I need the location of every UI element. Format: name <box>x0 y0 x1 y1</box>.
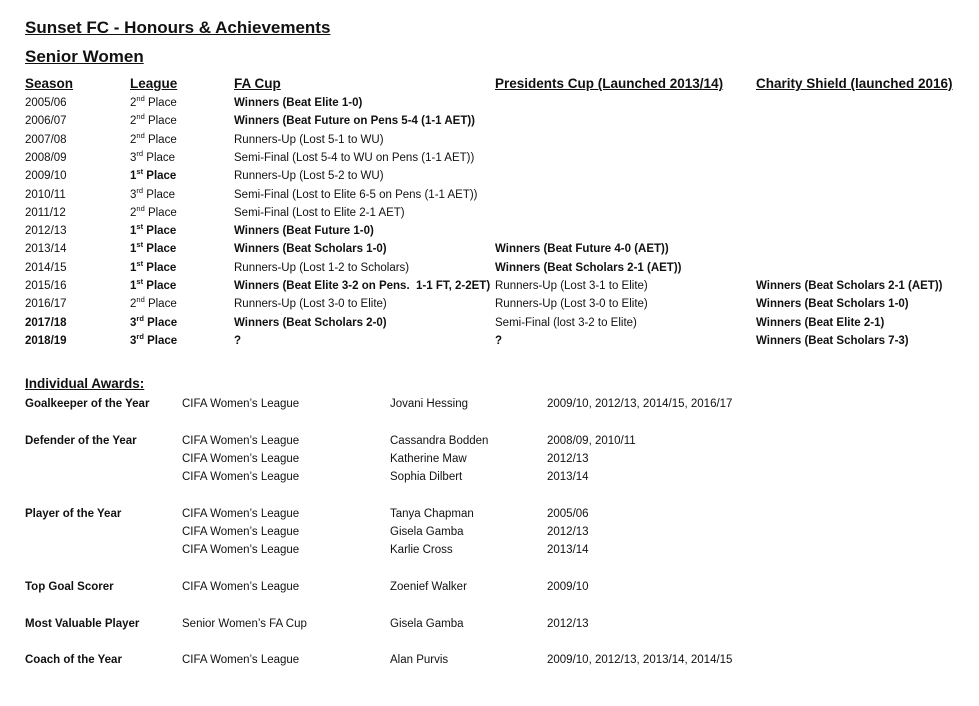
league-position: 3 <box>130 151 137 164</box>
league-position: 1 <box>130 243 137 256</box>
award-name: Top Goal Scorer <box>25 581 114 593</box>
award-player: Zoenief Walker <box>390 581 467 593</box>
award-seasons: 2008/09, 2010/11 <box>547 435 636 447</box>
place-label: Place <box>144 298 177 311</box>
table-row <box>25 167 975 188</box>
place-label: Place <box>143 334 178 347</box>
table-row <box>25 112 975 133</box>
award-player: Gisela Gamba <box>390 618 464 630</box>
table-row <box>25 277 975 298</box>
award-row <box>25 508 975 526</box>
league-position: 1 <box>130 170 137 183</box>
award-competition: CIFA Women’s League <box>182 654 300 666</box>
place-label: Place <box>143 151 176 164</box>
award-player: Alan Purvis <box>390 654 449 666</box>
award-player: Tanya Chapman <box>390 508 474 520</box>
table-row <box>25 258 975 280</box>
season-cell: 2016/17 <box>25 298 67 311</box>
award-player: Jovani Hessing <box>390 398 468 410</box>
season-cell: 2013/14 <box>25 243 67 256</box>
award-seasons: 2005/06 <box>547 508 589 520</box>
award-row <box>25 654 975 672</box>
fa-cup-cell: Semi-Final (Lost 5-4 to WU on Pens (1-1 AET)) <box>234 151 475 164</box>
place-label: Place <box>143 316 178 329</box>
award-seasons: 2009/10, 2012/13, 2014/15, 2016/17 <box>547 398 733 410</box>
league-cell <box>130 112 177 128</box>
presidents-cup-cell: ? <box>495 334 503 347</box>
place-label: Place <box>144 115 177 128</box>
league-position: 3 <box>130 334 137 347</box>
award-name: Player of the Year <box>25 508 122 520</box>
place-label: Place <box>143 170 177 183</box>
fa-cup-cell: Winners (Beat Elite 1-0) <box>234 97 363 109</box>
league-position: 1 <box>130 225 137 238</box>
league-cell <box>130 295 177 311</box>
charity-shield-cell: Winners (Beat Scholars 2-1 (AET)) <box>756 280 943 292</box>
ordinal-suffix: rd <box>136 332 144 342</box>
award-row <box>25 544 975 562</box>
league-cell <box>130 277 177 292</box>
award-competition: CIFA Women’s League <box>182 398 300 410</box>
table-row <box>25 203 975 225</box>
ordinal-suffix: nd <box>136 295 145 305</box>
presidents-cup-cell: Semi-Final (lost 3-2 to Elite) <box>495 316 637 329</box>
fa-cup-cell: Runners-Up (Lost 5-2 to WU) <box>234 170 384 183</box>
league-position: 1 <box>130 261 137 274</box>
page-title: Sunset FC - Honours & Achievements <box>25 18 331 37</box>
place-label: Place <box>143 225 177 238</box>
league-cell <box>130 94 177 109</box>
table-row <box>25 94 975 115</box>
place-label: Place <box>143 188 176 201</box>
league-cell <box>130 203 177 219</box>
league-position: 2 <box>130 133 137 146</box>
award-seasons: 2013/14 <box>547 471 589 483</box>
season-cell: 2006/07 <box>25 115 67 128</box>
fa-cup-cell: ? <box>234 334 242 347</box>
season-cell: 2018/19 <box>25 334 67 347</box>
header-charity-shield: Charity Shield (launched 2016) <box>756 76 953 91</box>
fa-cup-cell: Runners-Up (Lost 3-0 to Elite) <box>234 298 387 311</box>
award-competition: Senior Women’s FA Cup <box>182 618 307 630</box>
award-competition: CIFA Women’s League <box>182 453 300 465</box>
charity-shield-cell: Winners (Beat Scholars 1-0) <box>756 298 909 311</box>
table-row <box>25 185 975 207</box>
season-cell: 2005/06 <box>25 97 67 109</box>
place-label: Place <box>144 97 177 109</box>
season-cell: 2009/10 <box>25 170 67 183</box>
league-position: 2 <box>130 97 137 109</box>
season-cell: 2012/13 <box>25 225 67 238</box>
league-cell <box>130 130 177 146</box>
ordinal-suffix: st <box>136 277 144 287</box>
award-competition: CIFA Women’s League <box>182 471 300 483</box>
award-competition: CIFA Women’s League <box>182 581 300 593</box>
award-competition: CIFA Women’s League <box>182 508 300 520</box>
presidents-cup-cell: Runners-Up (Lost 3-0 to Elite) <box>495 298 648 311</box>
league-cell <box>130 313 178 329</box>
award-player: Katherine Maw <box>390 453 467 465</box>
award-row <box>25 471 975 489</box>
season-cell: 2017/18 <box>25 316 67 329</box>
fa-cup-cell: Winners (Beat Future 1-0) <box>234 225 374 238</box>
league-position: 2 <box>130 206 137 219</box>
award-player: Sophia Dilbert <box>390 471 463 483</box>
ordinal-suffix: rd <box>136 185 144 195</box>
award-player: Cassandra Bodden <box>390 435 489 447</box>
presidents-cup-cell: Winners (Beat Scholars 2-1 (AET)) <box>495 261 682 274</box>
table-row <box>25 295 975 316</box>
ordinal-suffix: st <box>136 167 144 177</box>
charity-shield-cell: Winners (Beat Elite 2-1) <box>756 316 885 329</box>
award-seasons: 2012/13 <box>547 618 589 630</box>
award-row <box>25 435 975 453</box>
award-player: Gisela Gamba <box>390 526 464 538</box>
award-player: Karlie Cross <box>390 544 453 556</box>
award-row <box>25 526 975 544</box>
league-cell <box>130 258 177 274</box>
league-cell <box>130 185 176 201</box>
league-position: 2 <box>130 115 137 128</box>
header-league: League <box>130 76 178 91</box>
ordinal-suffix: st <box>136 222 144 232</box>
season-cell: 2015/16 <box>25 280 67 292</box>
presidents-cup-cell: Winners (Beat Future 4-0 (AET)) <box>495 243 669 256</box>
league-position: 3 <box>130 188 137 201</box>
award-competition: CIFA Women’s League <box>182 435 300 447</box>
fa-cup-cell: Runners-Up (Lost 1-2 to Scholars) <box>234 261 410 274</box>
place-label: Place <box>143 261 177 274</box>
table-row <box>25 130 975 152</box>
award-competition: CIFA Women’s League <box>182 544 300 556</box>
fa-cup-cell: Semi-Final (Lost to Elite 2-1 AET) <box>234 206 405 219</box>
award-name: Most Valuable Player <box>25 618 140 630</box>
league-position: 2 <box>130 298 137 311</box>
ordinal-suffix: st <box>136 240 144 250</box>
place-label: Place <box>144 133 177 146</box>
table-row <box>25 149 975 170</box>
ordinal-suffix: nd <box>136 203 145 213</box>
league-position: 1 <box>130 280 137 292</box>
award-seasons: 2012/13 <box>547 526 589 538</box>
table-row <box>25 240 975 261</box>
header-season: Season <box>25 76 74 91</box>
award-competition: CIFA Women’s League <box>182 526 300 538</box>
fa-cup-cell: Winners (Beat Future on Pens 5-4 (1-1 AET)) <box>234 115 476 128</box>
charity-shield-cell: Winners (Beat Scholars 7-3) <box>756 334 909 347</box>
season-cell: 2010/11 <box>25 188 66 201</box>
page-subtitle: Senior Women <box>25 47 144 66</box>
award-row <box>25 398 975 416</box>
league-position: 3 <box>130 316 137 329</box>
league-cell <box>130 332 178 347</box>
ordinal-suffix: nd <box>136 94 145 104</box>
season-cell: 2007/08 <box>25 133 67 146</box>
place-label: Place <box>144 206 177 219</box>
league-cell <box>130 149 176 164</box>
league-cell <box>130 167 177 183</box>
table-row <box>25 332 975 353</box>
award-name: Goalkeeper of the Year <box>25 398 150 410</box>
table-row <box>25 313 975 335</box>
ordinal-suffix: st <box>136 258 144 268</box>
award-seasons: 2012/13 <box>547 453 589 465</box>
fa-cup-cell: Runners-Up (Lost 5-1 to WU) <box>234 133 384 146</box>
award-name: Coach of the Year <box>25 654 122 666</box>
ordinal-suffix: rd <box>136 313 144 323</box>
header-presidents-cup: Presidents Cup (Launched 2013/14) <box>495 76 724 91</box>
place-label: Place <box>143 280 177 292</box>
ordinal-suffix: nd <box>136 112 145 122</box>
season-cell: 2008/09 <box>25 151 67 164</box>
presidents-cup-cell: Runners-Up (Lost 3-1 to Elite) <box>495 280 648 292</box>
award-row <box>25 453 975 471</box>
awards-title: Individual Awards: <box>25 376 145 391</box>
season-cell: 2014/15 <box>25 261 67 274</box>
award-row <box>25 581 975 599</box>
fa-cup-cell: Semi-Final (Lost to Elite 6-5 on Pens (1-1 AET)) <box>234 188 478 201</box>
award-seasons: 2009/10, 2012/13, 2013/14, 2014/15 <box>547 654 733 666</box>
ordinal-suffix: nd <box>136 130 145 140</box>
ordinal-suffix: rd <box>136 149 144 159</box>
award-seasons: 2013/14 <box>547 544 589 556</box>
place-label: Place <box>143 243 177 256</box>
award-name: Defender of the Year <box>25 435 137 447</box>
award-row <box>25 618 975 636</box>
fa-cup-cell: Winners (Beat Scholars 1-0) <box>234 243 387 256</box>
award-seasons: 2009/10 <box>547 581 589 593</box>
league-cell <box>130 240 177 256</box>
table-row <box>25 222 975 243</box>
fa-cup-cell: Winners (Beat Scholars 2-0) <box>234 316 387 329</box>
season-cell: 2011/12 <box>25 206 66 219</box>
league-cell <box>130 222 177 238</box>
header-fa-cup: FA Cup <box>234 76 281 91</box>
fa-cup-cell: Winners (Beat Elite 3-2 on Pens. 1-1 FT, 2-2ET) <box>234 280 491 292</box>
